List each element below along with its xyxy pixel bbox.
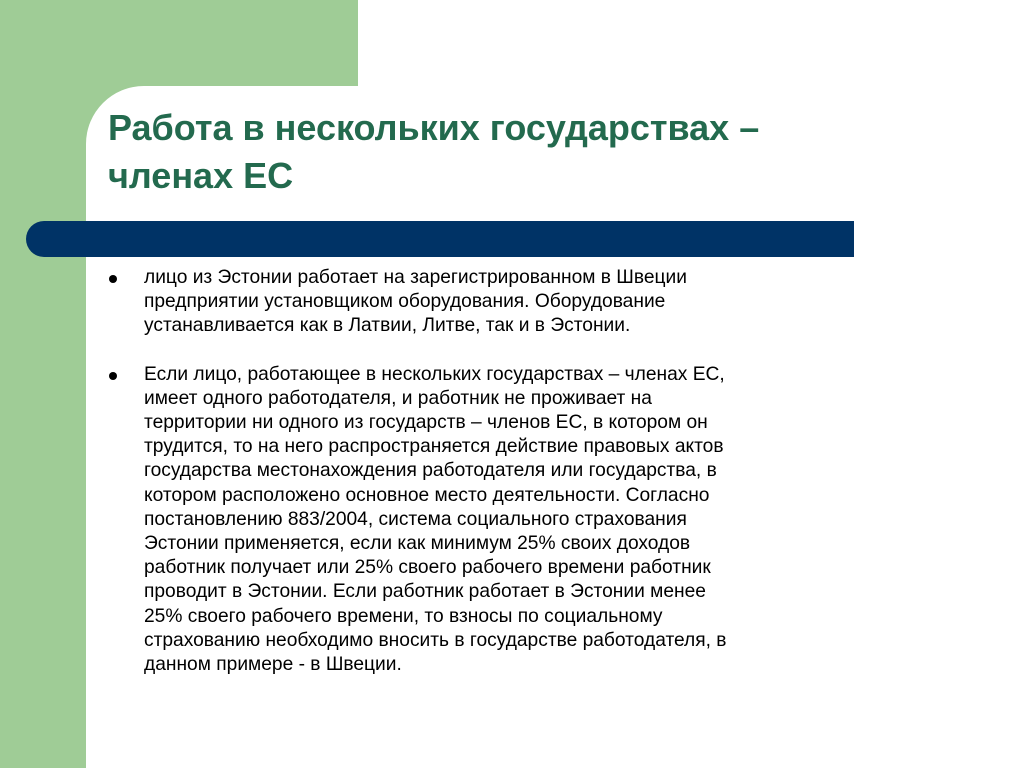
bullet-text-line: работник получает или 25% своего рабочего времени работник: [144, 557, 711, 579]
bullet-text-line: 25% своего рабочего времени, то взносы по социальному: [144, 605, 663, 627]
bullet-text-line: государства местонахождения работодателя или государства, в: [144, 460, 717, 482]
bullet-text-line: территории ни одного из государств – членов ЕС, в котором он: [144, 412, 708, 434]
bullet-text-line: страхованию необходимо вносить в государстве работодателя, в: [144, 629, 727, 651]
bullet-text-line: Эстонии применяется, если как минимум 25% своих доходов: [144, 533, 691, 555]
bullet-text-line: лицо из Эстонии работает на зарегистрированном в Швеции: [144, 267, 687, 288]
bullet-text-line: проводит в Эстонии. Если работник работает в Эстонии менее: [144, 581, 706, 603]
bullet-text-line: постановлению 883/2004, система социального страхования: [144, 508, 687, 530]
bullet-text-line: Если лицо, работающее в нескольких государствах – членах ЕС,: [144, 363, 725, 385]
title-divider-bar: [26, 221, 854, 257]
bullet-text-line: котором расположено основное место деятельности. Согласно: [144, 484, 710, 506]
slide-title: [108, 104, 988, 200]
bullet-text-line: устанавливается как в Латвии, Литве, так и в Эстонии.: [144, 315, 631, 337]
bullet-list: [107, 266, 907, 677]
bullet-dot-icon: [109, 372, 117, 380]
bullet-dot-icon: [109, 275, 117, 283]
title-line: членах ЕС: [108, 155, 294, 196]
bullet-text-line: трудится, то на него распространяется действие правовых актов: [144, 436, 724, 458]
title-line: Работа в нескольких государствах –: [108, 107, 760, 148]
bullet-text-line: данном примере - в Швеции.: [144, 654, 402, 676]
bullet-text-line: имеет одного работодателя, и работник не проживает на: [144, 387, 652, 409]
bullet-item: [107, 266, 907, 339]
bullet-text-line: предприятии установщиком оборудования. Оборудование: [144, 291, 666, 313]
bullet-item: [107, 363, 907, 678]
